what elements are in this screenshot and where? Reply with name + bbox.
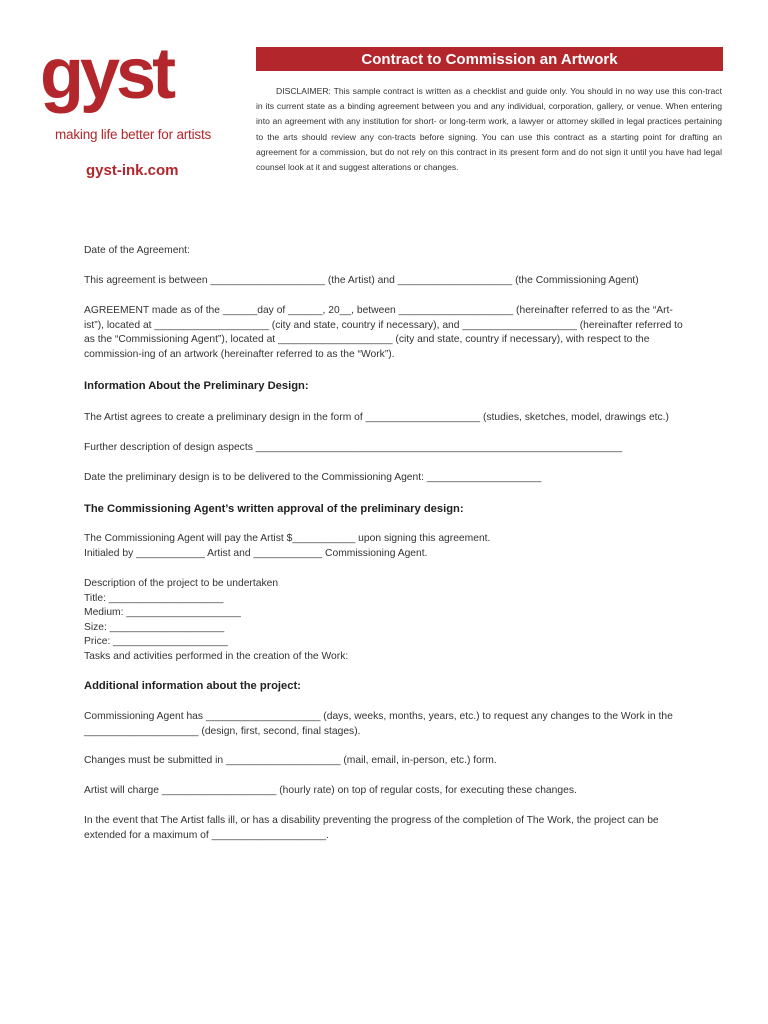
changes-request-paragraph: Commissioning Agent has ____________________ (days, weeks, months, years, etc.) to request any changes to the Work in the ____________________ (design, first, second, final stages). — [84, 711, 673, 737]
initialed-line: Initialed by ____________ Artist and ____________ Commissioning Agent. — [84, 547, 428, 559]
tagline: making life better for artists — [55, 127, 212, 142]
project-description-label: Description of the project to be undertaken — [84, 578, 279, 589]
medium-field: Medium: ____________________ — [84, 607, 241, 618]
logo-text: gyst — [40, 40, 173, 114]
artist-charge-line: Artist will charge ____________________ (hourly rate) on top of regular costs, for executing these changes. — [84, 785, 577, 796]
price-field: Price: ____________________ — [84, 636, 228, 647]
title-field: Title: ____________________ — [84, 592, 224, 604]
size-field: Size: ____________________ — [84, 621, 225, 633]
agreement-paragraph: AGREEMENT made as of the ______day of ______, 20__, between ____________________ (hereinafter referred to as the “Art-ist”), located at ____________________ (city and state, country if necessary), and ____________________ (hereinafter referred to as the “Commissioning Agent”), located at ____________________ (city and state, country if necessary), with respect to the commission-ing of an artwork (hereinafter referred to as the “Work”). — [84, 305, 683, 360]
tasks-line: Tasks and activities performed in the creation of the Work: — [84, 650, 349, 662]
date-of-agreement: Date of the Agreement: — [84, 245, 190, 256]
delivery-date-line: Date the preliminary design is to be delivered to the Commissioning Agent: ____________________ — [84, 472, 542, 483]
agreement-parties: This agreement is between ____________________ (the Artist) and ____________________ (the Commissioning Agent) — [84, 275, 639, 286]
changes-form-line: Changes must be submitted in ____________________ (mail, email, in-person, etc.) form. — [84, 755, 497, 766]
section-heading-additional: Additional information about the project: — [84, 680, 301, 692]
section-heading-approval: The Commissioning Agent’s written approval of the preliminary design: — [84, 503, 464, 515]
section-heading-preliminary: Information About the Preliminary Design: — [84, 380, 309, 392]
illness-clause: In the event that The Artist falls ill, or has a disability preventing the progress of the completion of The Work, the project can be extended for a maximum of ____________________. — [84, 815, 659, 841]
project-description-block — [84, 577, 684, 664]
payment-line: The Commissioning Agent will pay the Artist $___________ upon signing this agreement. — [84, 533, 491, 544]
page-title: Contract to Commission an Artwork — [256, 47, 723, 71]
preliminary-form-line: The Artist agrees to create a preliminary design in the form of ____________________ (studies, sketches, model, drawings etc.) — [84, 412, 669, 423]
further-description-line: Further description of design aspects ________________________________________________________________ — [84, 442, 623, 453]
website-link[interactable]: gyst-ink.com — [86, 162, 179, 179]
payment-block — [84, 532, 684, 561]
disclaimer-text: DISCLAIMER: This sample contract is written as a checklist and guide only. You should in no way use this con-tract in its current state as a binding agreement between you and any individual, corporation, gallery, or venue. When entering into an agreement with any institution for short- or long-term work, a lawyer or attorney skilled in legal practices pertaining to the arts should review any con-tracts before signing. You can use this contract as a starting point for drafting an agreement for a commission, but do not rely on this contract in its present form and do not sign it until you have had legal counsel look at it and suggest alterations or changes. — [256, 86, 722, 173]
